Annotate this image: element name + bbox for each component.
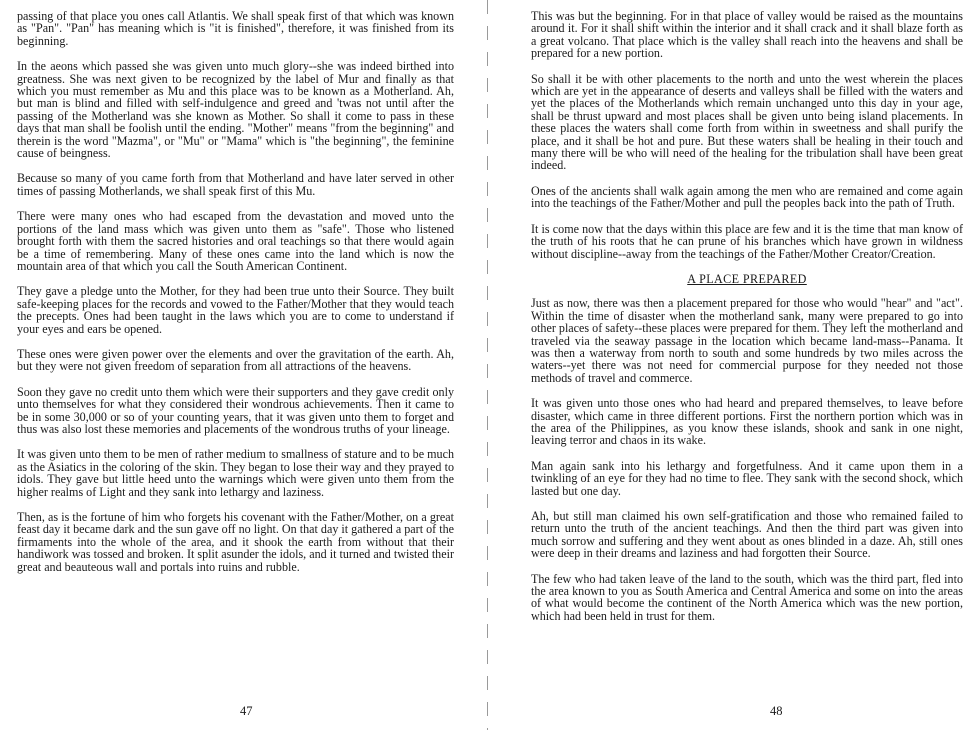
right-paragraph-7: Man again sank into his lethargy and forgetfulness. And it came upon them in a twinkling of an eye for they had no time to flee. They sank with the second shock, which lasted but one day. xyxy=(531,458,963,498)
left-paragraph-9: Then, as is the fortune of him who forgets his covenant with the Father/Mother, on a great feast day it became dark and the sun gave off no light. On that day it gathered a part of the firmaments into the whole of the area, and it shook the earth from without that their handiwork was tossed and broken. It split asunder the idols, and it turned and twisted their great and beauteous wall and portals into ruins and rubble. xyxy=(17,510,454,574)
right-paragraph-4: It is come now that the days within this place are few and it is the time that man know of the truth of his roots that he can prune of his branches which have grown in wildness without discipline--away from the teachings of the Father/Mother Creator/Creation. xyxy=(531,221,963,261)
right-paragraph-8: Ah, but still man claimed his own self-gratification and those who remained failed to return unto the truth of the ancient teachings. And then the third part was given into much sorrow and suffering and they went about as ones blinded in a daze. Ah, still ones were deep in their dreams and laziness and had forgotten their Source. xyxy=(531,509,963,561)
right-paragraph-1: This was but the beginning. For in that place of valley would be raised as the mountains around it. For it shall shift within the interior and it shall crack and it shall blaze forth as a great volcano. That place which is the valley shall reach into the heavens and shall be prepared for a new portion. xyxy=(531,9,963,61)
page-gutter xyxy=(487,0,488,730)
right-paragraph-2: So shall it be with other placements to the north and unto the west wherein the places which are yet in the appearance of deserts and valleys shall be filled with the waters and yet the places of the Motherlands which remain unchanged unto this day in your age, shall be thrust upward and most places shall be given unto being island placements. In these places the waters shall come forth from within in sweetness and shall purify the place, and it shall be hot and pure. But these waters shall be healing in their touch and many there will be who will need of the healing for the tribulation shall have been great indeed. xyxy=(531,71,963,173)
right-page-number: 48 xyxy=(770,704,783,718)
left-page-number: 47 xyxy=(240,704,253,718)
left-paragraph-6: These ones were given power over the elements and over the gravitation of the earth. Ah, but they were not given freedom of separation from all attractions of the heavens. xyxy=(17,346,454,374)
right-paragraph-9: The few who had taken leave of the land to the south, which was the third part, fled into the area known to you as South America and Central America and some on into the areas of what would become the continent of the North America which was the new portion, which had been held in trust for them. xyxy=(531,571,963,623)
left-paragraph-3: Because so many of you came forth from that Motherland and have later served in other times of passing Motherlands, we shall speak first of this Mu. xyxy=(17,171,454,198)
left-paragraph-5: They gave a pledge unto the Mother, for they had been true unto their Source. They built safe-keeping places for the records and vowed to the Father/Mother that they would teach the precepts. Ones had been taught in the laws which you are to come to understand if your eyes and ears be opened. xyxy=(17,284,454,336)
left-paragraph-7: Soon they gave no credit unto them which were their supporters and they gave credit only unto themselves for what they considered their wondrous achievements. Then it came to be in some 30,000 or so of your counting years, that it was given unto them to forget and thus was also lost these memories and placements of the wondrous truths of your lineage. xyxy=(17,384,454,436)
left-paragraph-4: There were many ones who had escaped from the devastation and moved unto the portions of the land mass which was given unto them as "safe". Those who listened brought forth with them the sacred histories and oral teachings so that there would again be a time of remembering. Many of these ones came into the land which is now the mountain area of that which you call the South American Continent. xyxy=(17,209,454,273)
right-page xyxy=(531,10,963,710)
right-paragraph-5: Just as now, there was then a placement prepared for those who would "hear" and "act". Within the time of disaster when the motherland sank, many were prepared to go into other places of safety--these places were prepared for them. They left the motherland and traveled via the seaway passage in the location which became land-mass--Panama. It was then a waterway from north to south and some hundreds by two miles across the waters--yet there was not need for commercial purpose for they needed not those methods of travel and commerce. xyxy=(531,296,963,385)
left-page xyxy=(17,10,454,710)
left-paragraph-8: It was given unto them to be men of rather medium to smallness of stature and to be much as the Asiatics in the coloring of the skin. They began to lose their way and they prayed to idols. They gave but little heed unto the warnings which were given unto them from the higher realms of Light and they sank into lethargy and laziness. xyxy=(17,447,454,499)
right-paragraph-3: Ones of the ancients shall walk again among the men who are remained and come again into the teachings of the Father/Mother and pull the peoples back into the path of Truth. xyxy=(531,183,963,211)
left-paragraph-2: In the aeons which passed she was given unto much glory--she was indeed birthed into greatness. She was next given to be recognized by the label of Mur and finally as that which you must remember as Mu and this place was to be known as a Motherland. Ah, but man is blind and filled with self-indulgence and greed and 'twas not until after the passing of the Motherland was she known as Mother. So shall it come to pass in these days that man shall be foolish until the ending. "Mother" means "from the beginning" and therein is the word "Mazma", or "Mu" or "Mama" which is "the beginning", the feminine cause of beingness. xyxy=(17,59,454,161)
section-heading: A PLACE PREPARED xyxy=(687,271,807,286)
left-paragraph-1: passing of that place you ones call Atlantis. We shall speak first of that which was known as "Pan". "Pan" has meaning which is "it is finished", therefore, it was finished from its beginning. xyxy=(17,9,454,48)
right-paragraph-6: It was given unto those ones who had heard and prepared themselves, to leave before disaster, which came in three different portions. First the northern portion which was in the area of the Philippines, as you know these islands, shook and sank in one night, leaving terror and chaos in its wake. xyxy=(531,396,963,448)
